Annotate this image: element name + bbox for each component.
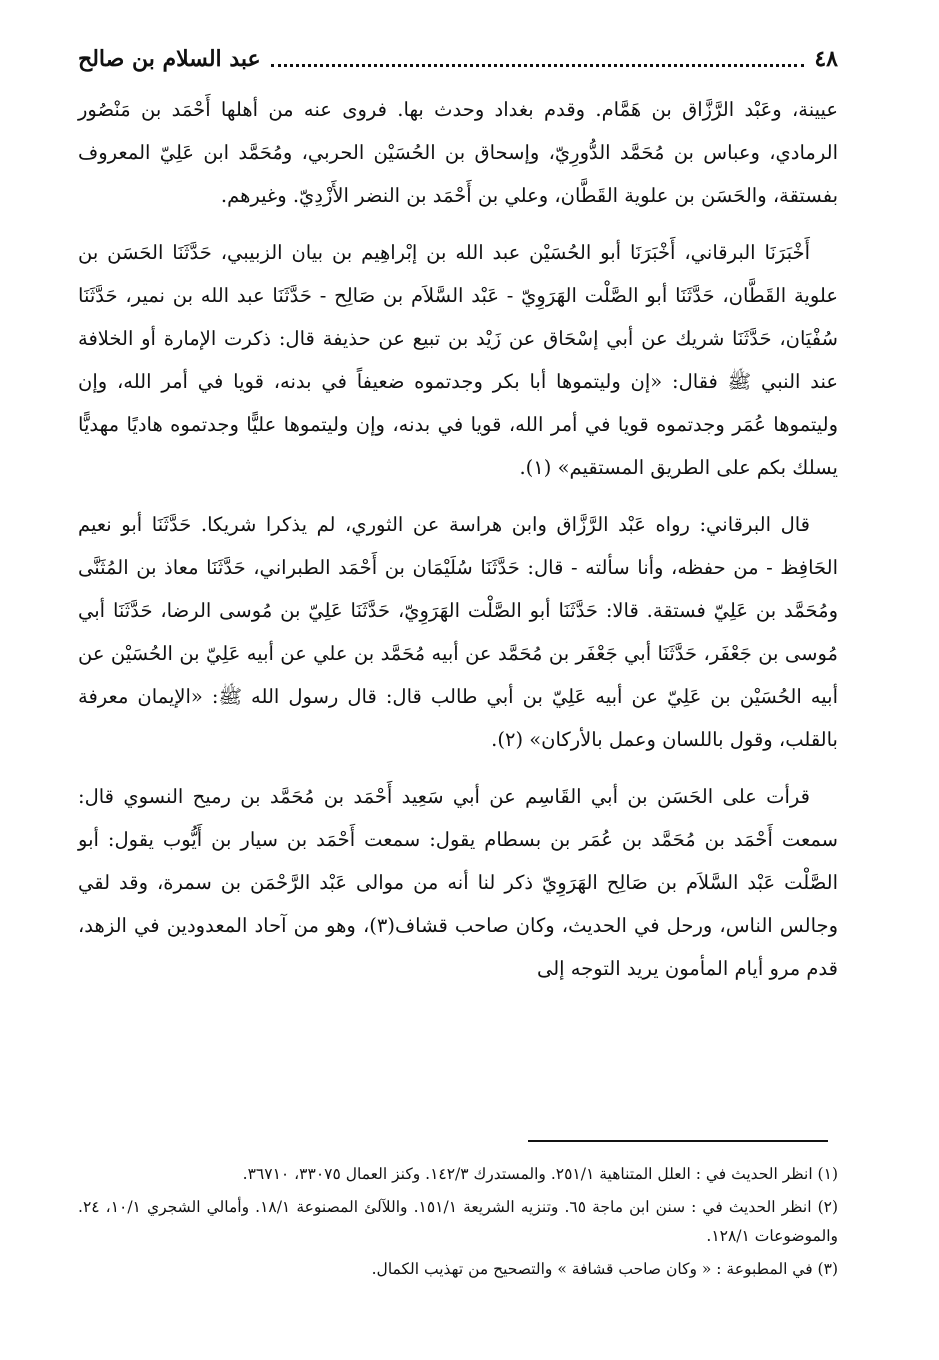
- footnote-separator: [528, 1140, 828, 1142]
- footnote-2: (٢) انظر الحديث في : سنن ابن ماجة ٦٥. وتنزيه الشريعة ١٥١/١. واللآلئ المصنوعة ١٨/١. وأمالي الشجري ١٠/١، ٢٤. والموضوعات ١٢٨/١.: [78, 1198, 839, 1245]
- footnote-3: (٣) في المطبوعة : « وكان صاحب قشافة » والتصحيح من تهذيب الكمال.: [371, 1260, 838, 1278]
- paragraph-1: عيينة، وعَبْد الرَّزَّاق بن هَمَّام. وقدم بغداد وحدث بها. فروى عنه من أهلها أَحْمَد بن مَنْصُور الرمادي، وعباس بن مُحَمَّد الدُّورِيّ، وإسحاق بن الحُسَيْن الحربي، ومُحَمَّد ابن عَلِيّ المعروف بفستقة، والحَسَن بن علوية القَطَّان، وعلي بن أَحْمَد بن النضر الأَزْدِيّ. وغيرهم.: [78, 98, 838, 207]
- paragraph-2: أَخْبَرَنَا البرقاني، أَخْبَرَنَا أبو الحُسَيْن عبد الله بن إبْراهِيم بن بيان الزبيبي، حَدَّثَنَا الحَسَن بن علوية القَطَّان، حَدَّثَنَا أبو الصَّلْت الهَرَوِيّ - عَبْد السَّلاَم بن صَالِح - حَدَّثَنَا عبد الله بن نمير، حَدَّثَنَا سُفْيَان، حَدَّثَنَا شريك عن أبي إسْحَاق عن زَيْد بن تبيع عن حذيفة قال: ذكرت الإمارة أو الخلافة عند النبي ﷺ فقال: «إن وليتموها أبا بكر وجدتموه ضعيفاً في بدنه، قويا في أمر الله، وإن وليتموها عُمَر وجدتموه قويا في أمر الله، قويا في بدنه، وإن وليتموها عليًّا وجدتموه هاديًا مهديًّا يسلك بكم على الطريق المستقيم» (١).: [78, 241, 838, 479]
- page-header: [78, 40, 838, 78]
- main-text: [78, 88, 838, 1004]
- running-title: عبد السلام بن صالح: [78, 46, 261, 72]
- page-number: ٤٨: [814, 46, 838, 72]
- paragraph-3: قال البرقاني: رواه عَبْد الرَّزَّاق وابن هراسة عن الثوري، لم يذكرا شريكا. حَدَّثَنَا أبو نعيم الحَافِظ - من حفظه، وأنا سألته - قال: حَدَّثَنَا سُلَيْمَان بن أَحْمَد الطبراني، حَدَّثَنَا معاذ بن المُثَنَّى ومُحَمَّد بن عَلِيّ فستقة. قالا: حَدَّثَنَا أبو الصَّلْت الهَرَوِيّ، حَدَّثَنَا عَلِيّ بن مُوسى الرضا، حَدَّثَنَا أبي مُوسى بن جَعْفَر، حَدَّثَنَا أبي جَعْفَر بن مُحَمَّد عن أبيه مُحَمَّد بن علي عن أبيه عَلِيّ بن الحُسَيْن عن أبيه الحُسَيْن بن عَلِيّ عن أبيه عَلِيّ بن أبي طالب قال: قال رسول الله ﷺ: «الإيمان معرفة بالقلب، وقول باللسان وعمل بالأركان» (٢).: [78, 513, 838, 751]
- header-dotted-leader: [271, 52, 805, 67]
- footnote-1: (١) انظر الحديث في : العلل المتناهية ٢٥١/١. والمستدرك ١٤٢/٣. وكنز العمال ٣٣٠٧٥، ٣٦٧١٠.: [242, 1165, 838, 1183]
- footnotes: [78, 1160, 838, 1288]
- paragraph-4: قرأت على الحَسَن بن أبي القَاسِم عن أبي سَعِيد أَحْمَد بن مُحَمَّد بن رميح النسوي قال: سمعت أَحْمَد بن مُحَمَّد بن عُمَر بن بسطام يقول: سمعت أَحْمَد بن سيار بن أَيُّوب يقول: أبو الصَّلْت عَبْد السَّلاَم بن صَالِح الهَرَوِيّ ذكر لنا أنه من موالى عَبْد الرَّحْمَن بن سمرة، وقد لقي وجالس الناس، ورحل في الحديث، وكان صاحب قشاف(٣)، وهو من آحاد المعدودين في الزهد، قدم مرو أيام المأمون يريد التوجه إلى: [78, 785, 839, 980]
